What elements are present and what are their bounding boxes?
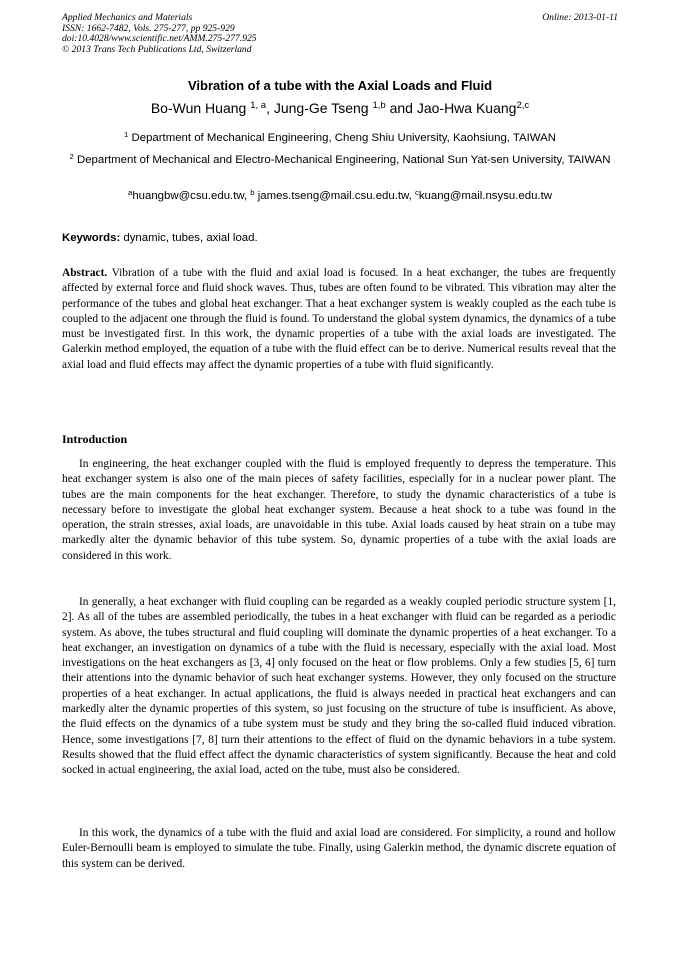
affiliation-1 [62, 131, 618, 146]
abstract-label: Abstract. [62, 267, 108, 279]
author-name: Jao-Hwa Kuang [416, 100, 517, 116]
keywords-label: Keywords: [62, 232, 121, 244]
online-date: Online: 2013-01-11 [542, 12, 618, 23]
author-mark: 1,b [372, 99, 386, 111]
intro-paragraph-1: In engineering, the heat exchanger coupled with the fluid is employed frequently to depress the temperature. This heat exchanger system is also one of the main pieces of safety facilities, especially for in a nuclear power plant. The tubes are the main components for the heat exchanger. Therefore, to study the dynamic characteristics of a tube is necessary before to investigate the global heat exchanger system. Because a heat shock to a tube was found in the operation, the strain stresses, axial loads, are unavoidable in this tube. Axial loads caused by heat strain on a tube may markedly alter the dynamic behavior of this tube system. So, dynamic properties of a tube with the axial loads are considered in this work. [62, 458, 616, 562]
paper-title: Vibration of a tube with the Axial Loads and Fluid [187, 78, 493, 93]
affiliation-text: Department of Mechanical Engineering, Cheng Shiu University, Kaohsiung, TAIWAN [131, 132, 556, 144]
journal-name: Applied Mechanics and Materials [62, 12, 193, 23]
affiliation-mark: 2 [69, 151, 74, 161]
doi-line: doi:10.4028/www.scientific.net/AMM.275-277.925 [62, 33, 257, 45]
journal-header [62, 13, 618, 55]
email-mark: b [250, 187, 255, 197]
email-mark: c [414, 187, 419, 197]
email-address: huangbw@csu.edu.tw, [132, 190, 251, 202]
email-address: kuang@mail.nsysu.edu.tw [418, 190, 552, 202]
issn-line: ISSN: 1662-7482, Vols. 275-277, pp 925-929 [62, 22, 235, 34]
copyright-line: © 2013 Trans Tech Publications Ltd, Switzerland [62, 43, 252, 55]
introduction-heading: Introduction [62, 432, 128, 446]
author-mark: 1, a [250, 99, 267, 111]
affiliation-mark: 1 [124, 129, 129, 139]
affiliation-2 [62, 153, 618, 168]
email-address: james.tseng@mail.csu.edu.tw, [254, 190, 415, 202]
author-separator: and [385, 100, 417, 116]
affiliation-text: Department of Mechanical and Electro-Mechanical Engineering, National Sun Yat-sen University, TAIWAN [76, 154, 611, 166]
email-mark: a [128, 187, 133, 197]
abstract [62, 266, 616, 373]
keywords [62, 232, 258, 244]
author-emails [62, 189, 618, 204]
author-separator: , [266, 100, 274, 116]
author-name: Bo-Wun Huang [150, 100, 247, 116]
keywords-text: dynamic, tubes, axial load. [120, 232, 258, 244]
abstract-text: Vibration of a tube with the fluid and axial load is focused. In a heat exchanger, the tubes are frequently affected by external force and fluid shock waves. Thus, tubes are often found to be vibrated. This vibration may alter the performance of the tubes and global heat exchanger. That a heat exchanger system is weakly coupled as the each tube is coupled to the adjacent one through the fluid is found. To understand the global system dynamics, the dynamics of a tube must be investigated first. In this work, the dynamic properties of a tube with the axial loads are investigated. The Galerkin method employed, the equation of a tube with the fluid effect can be to derive. Numerical results reveal that the axial load and fluid effects may affect the dynamic properties of a tube with fluid significantly. [62, 267, 616, 371]
intro-paragraph-3: In this work, the dynamics of a tube with the fluid and axial load are considered. For simplicity, a round and hollow Euler-Bernoulli beam is employed to simulate the tube. Finally, using Galerkin method, the dynamic discrete equation of this system can be derived. [62, 827, 616, 870]
author-name: Jung-Ge Tseng [273, 100, 369, 116]
author-mark: 2,c [516, 99, 530, 111]
intro-paragraph-2: In generally, a heat exchanger with fluid coupling can be regarded as a weakly coupled periodic structure system [1, 2]. As all of the tubes are assembled periodically, the tubes in a heat exchanger with fluid can be regarded as a periodic system. As above, the tubes structural and fluid coupling will dominate the dynamic properties of a heat exchanger. To a heat exchanger, an investigation on dynamics of a tube with the fluid is necessary, especially with the axial load. Most investigations on the heat exchangers as [3, 4] only focused on the heat or flow problems. Only a few studies [5, 6] turn their attentions into the dynamic behavior of such heat exchanger systems. However, they only focused on the structure properties of a heat exchanger. In actual applications, the fluid is always needed in practical heat exchangers and can markedly alter the dynamic properties of this system, so just focusing on the structure of tube is insufficient. As above, the fluid effects on the dynamics of a tube system must be study and they bring the so-called fluid induced vibration. Hence, some investigations [7, 8] turn their attentions to the effect of fluid on the dynamic behaviors in a tube system. Results showed that the fluid effect affect the dynamic characteristics of system significantly. Because the heat and cold socked in actual engineering, the axial load, acted on the tube, must also be considered. [62, 596, 616, 777]
author-list [62, 100, 618, 116]
